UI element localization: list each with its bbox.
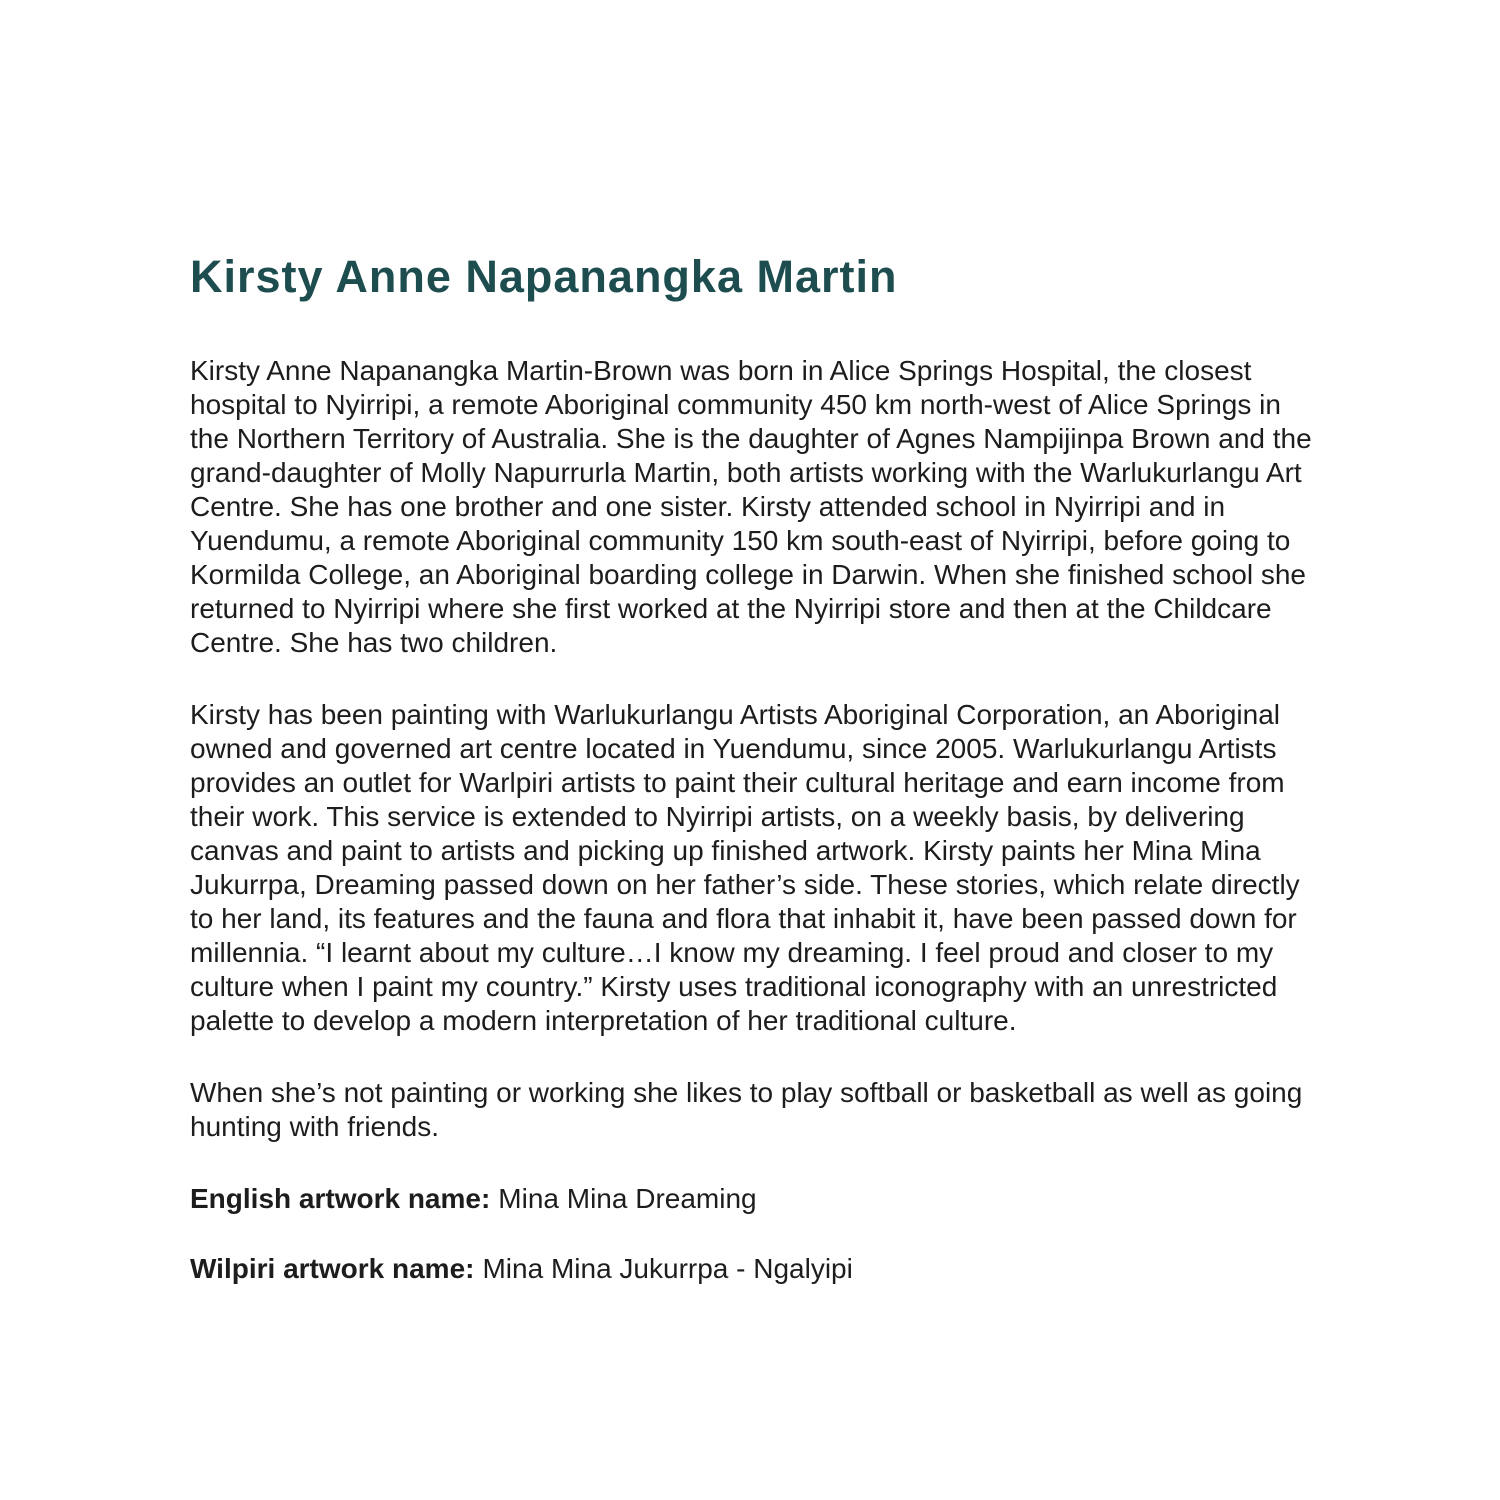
artwork-name-english-line bbox=[190, 1182, 1314, 1216]
artwork-name-english-label: English artwork name: bbox=[190, 1182, 491, 1214]
artwork-name-english-value: Mina Mina Dreaming bbox=[498, 1182, 757, 1214]
page-title: Kirsty Anne Napanangka Martin bbox=[190, 251, 898, 302]
bio-paragraph-1: Kirsty Anne Napanangka Martin-Brown was born in Alice Springs Hospital, the closest hospital to Nyirripi, a remote Aboriginal community 450 km north-west of Alice Springs in the Northern Territory of Australia. She is the daughter of Agnes Nampijinpa Brown and the grand-daughter of Molly Napurrurla Martin, both artists working with the Warlukurlangu Art Centre. She has one brother and one sister. Kirsty attended school in Nyirripi and in Yuendumu, a remote Aboriginal community 150 km south-east of Nyirripi, before going to Kormilda College, an Aboriginal boarding college in Darwin. When she finished school she returned to Nyirripi where she first worked at the Nyirripi store and then at the Childcare Centre. She has two children. bbox=[190, 354, 1312, 658]
artwork-name-wilpiri-line bbox=[190, 1252, 1314, 1286]
artwork-name-wilpiri-label: Wilpiri artwork name: bbox=[190, 1252, 475, 1284]
bio-paragraph-2: Kirsty has been painting with Warlukurlangu Artists Aboriginal Corporation, an Aboriginal owned and governed art centre located in Yuendumu, since 2005. Warlukurlangu Artists provides an outlet for Warlpiri artists to paint their cultural heritage and earn income from their work. This service is extended to Nyirripi artists, on a weekly basis, by delivering canvas and paint to artists and picking up finished artwork. Kirsty paints her Mina Mina Jukurrpa, Dreaming passed down on her father’s side. These stories, which relate directly to her land, its features and the fauna and flora that inhabit it, have been passed down for millennia. “I learnt about my culture…I know my dreaming. I feel proud and closer to my culture when I paint my country.” Kirsty uses traditional iconography with an unrestricted palette to develop a modern interpretation of her traditional culture. bbox=[190, 698, 1300, 1036]
artwork-name-wilpiri-value: Mina Mina Jukurrpa - Ngalyipi bbox=[482, 1252, 853, 1284]
bio-paragraph-3: When she’s not painting or working she likes to play softball or basketball as well as going hunting with friends. bbox=[190, 1076, 1303, 1142]
